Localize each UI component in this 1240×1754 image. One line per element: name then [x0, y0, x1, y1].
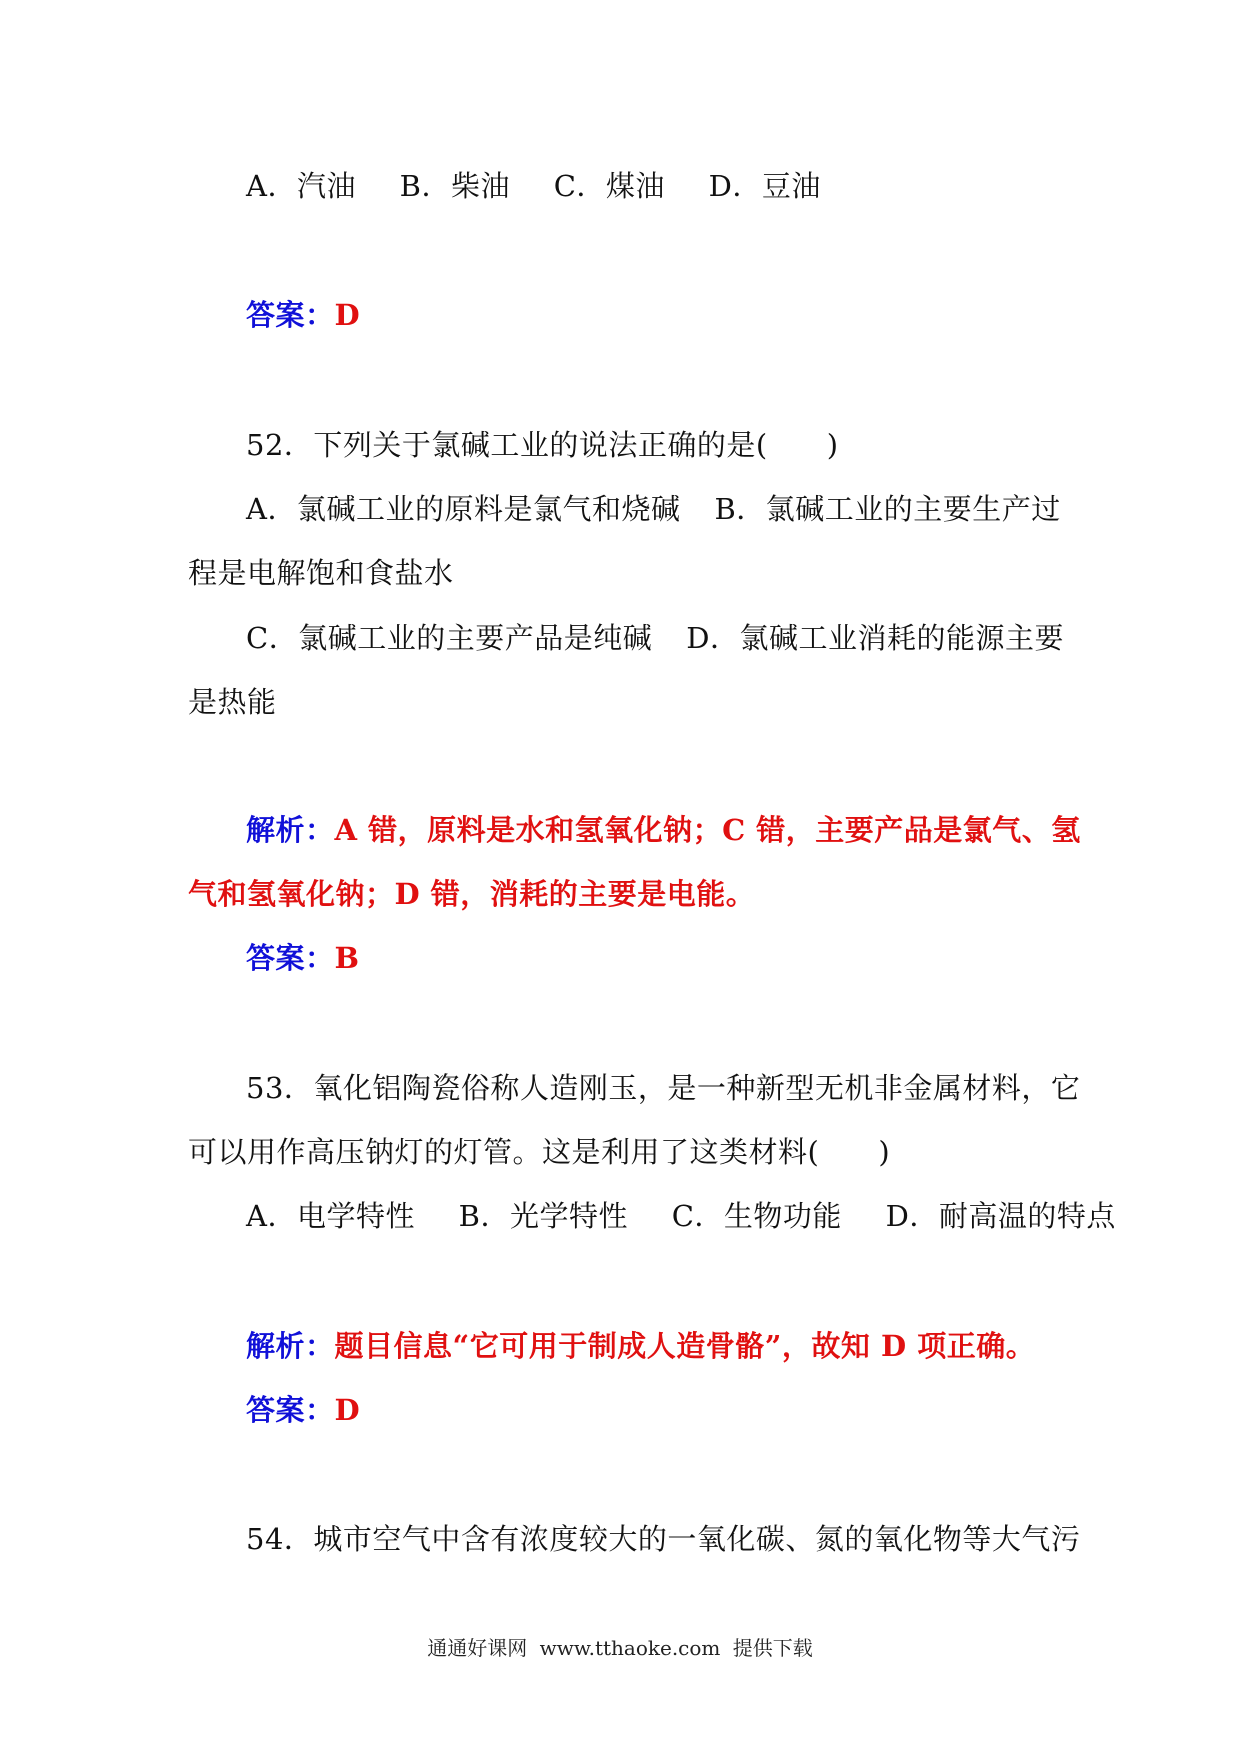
q54-stem: 54．城市空气中含有浓度较大的一氧化碳、氮的氧化物等大气污	[246, 1522, 1081, 1556]
answer-value: D	[334, 1393, 361, 1427]
q52-option-d-continued: 是热能	[188, 685, 277, 719]
q51-option-d: D．豆油	[708, 169, 821, 203]
footer-suffix: 提供下载	[732, 1636, 813, 1660]
q53-option-b: B．光学特性	[458, 1199, 628, 1233]
q53-option-a: A．电学特性	[246, 1199, 415, 1233]
q53-analysis	[246, 1326, 1035, 1366]
q52-option-b: B．氯碱工业的主要生产过	[714, 492, 1061, 526]
q52-analysis-continued: 气和氢氧化钠；D 错，消耗的主要是电能。	[188, 877, 756, 911]
q53-answer	[246, 1390, 360, 1430]
q52-option-d: D．氯碱工业消耗的能源主要	[686, 621, 1064, 655]
q51-options	[246, 166, 821, 206]
q51-option-b: B．柴油	[399, 169, 510, 203]
q51-option-c: C．煤油	[553, 169, 665, 203]
q52-stem: 52．下列关于氯碱工业的说法正确的是( )	[246, 428, 839, 462]
analysis-label: 解析：	[246, 813, 335, 847]
q52-answer	[246, 938, 360, 978]
q53-option-d: D．耐高温的特点	[885, 1199, 1116, 1233]
q51-answer	[246, 295, 360, 335]
q52-options-row-1	[246, 489, 1061, 529]
answer-value: D	[334, 298, 361, 332]
footer-url[interactable]: www.tthaoke.com	[539, 1636, 721, 1660]
analysis-text: A 错，原料是水和氢氧化钠；C 错，主要产品是氯气、氢	[334, 813, 1081, 847]
q52-option-a: A．氯碱工业的原料是氯气和烧碱	[246, 492, 681, 526]
analysis-text: 题目信息“它可用于制成人造骨骼”，故知 D 项正确。	[334, 1329, 1036, 1363]
q52-options-row-2	[246, 618, 1064, 658]
answer-label: 答案：	[246, 298, 335, 332]
q53-stem: 53．氧化铝陶瓷俗称人造刚玉，是一种新型无机非金属材料，它	[246, 1071, 1081, 1105]
q53-option-c: C．生物功能	[671, 1199, 842, 1233]
q52-option-b-continued: 程是电解饱和食盐水	[188, 556, 454, 590]
q52-option-c: C．氯碱工业的主要产品是纯碱	[246, 621, 653, 655]
answer-value: B	[334, 941, 360, 975]
analysis-label: 解析：	[246, 1329, 335, 1363]
q53-stem-continued: 可以用作高压钠灯的灯管。这是利用了这类材料( )	[188, 1135, 891, 1169]
answer-label: 答案：	[246, 1393, 335, 1427]
page-footer	[0, 1632, 1240, 1661]
footer-site-name: 通通好课网	[427, 1636, 528, 1660]
q52-analysis	[246, 810, 1081, 850]
answer-label: 答案：	[246, 941, 335, 975]
q53-options	[246, 1196, 1116, 1236]
q51-option-a: A．汽油	[246, 169, 356, 203]
